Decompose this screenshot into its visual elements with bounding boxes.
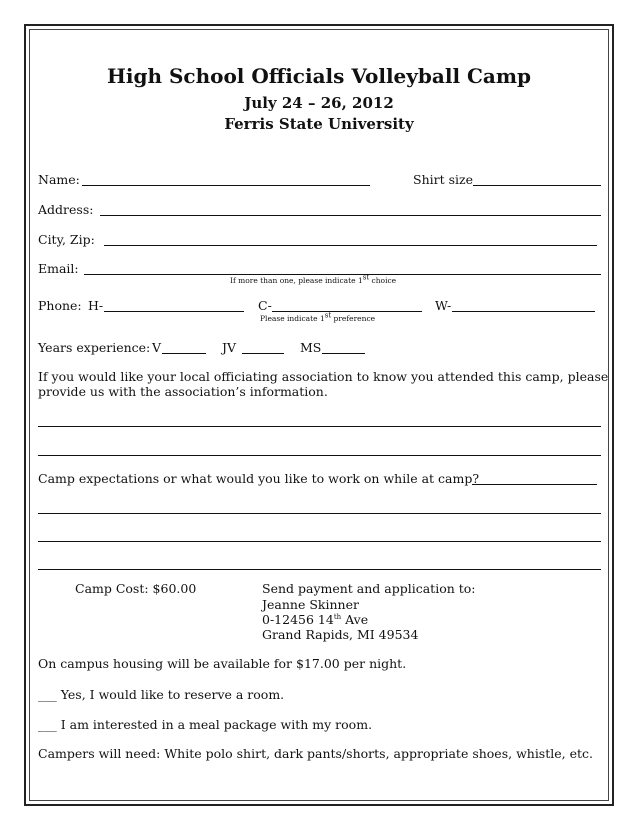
send-payment-label: Send payment and application to: xyxy=(262,581,476,596)
city-zip-field[interactable] xyxy=(104,245,597,246)
address-field[interactable] xyxy=(100,215,601,216)
phone-work-label: W- xyxy=(435,298,452,313)
years-varsity-label: V xyxy=(152,340,162,355)
shirt-size-label: Shirt size xyxy=(413,172,473,187)
housing-info: On campus housing will be available for $17.00 per night. xyxy=(38,656,407,671)
expectations-field-3[interactable] xyxy=(38,569,601,570)
phone-label: Phone: xyxy=(38,298,82,313)
camp-dates: July 24 – 26, 2012 xyxy=(244,94,394,112)
expectations-prompt: Camp expectations or what would you like to work on while at camp? xyxy=(38,471,480,486)
expectations-field-2[interactable] xyxy=(38,541,601,542)
phone-note: Please indicate 1st preference xyxy=(260,311,376,323)
years-ms-field[interactable] xyxy=(322,353,365,354)
form-title: High School Officials Volleyball Camp xyxy=(106,64,532,88)
payment-recipient: Jeanne Skinner xyxy=(262,597,359,612)
address-label: Address: xyxy=(38,202,94,217)
phone-home-field[interactable] xyxy=(104,311,244,312)
shirt-size-field[interactable] xyxy=(473,185,601,186)
email-field[interactable] xyxy=(84,274,601,275)
years-ms-label: MS xyxy=(300,340,322,355)
city-zip-label: City, Zip: xyxy=(38,232,95,247)
phone-work-field[interactable] xyxy=(452,311,595,312)
reserve-room-blank[interactable]: ___ xyxy=(38,687,57,702)
association-field-2[interactable] xyxy=(38,455,601,456)
association-field-1[interactable] xyxy=(38,426,601,427)
phone-cell-field[interactable] xyxy=(272,311,422,312)
years-jv-field[interactable] xyxy=(242,353,284,354)
camp-location: Ferris State University xyxy=(224,115,414,133)
expectations-field-inline[interactable] xyxy=(472,484,597,485)
name-label: Name: xyxy=(38,172,80,187)
email-label: Email: xyxy=(38,261,79,276)
page-border-inner xyxy=(29,29,609,801)
years-jv-label: JV xyxy=(222,340,237,355)
years-experience-label: Years experience: xyxy=(38,340,151,355)
phone-cell-label: C- xyxy=(258,298,272,313)
name-field[interactable] xyxy=(82,185,370,186)
association-prompt-line2: provide us with the association’s information. xyxy=(38,384,328,399)
email-note: If more than one, please indicate 1st choice xyxy=(230,273,397,285)
camp-cost: Camp Cost: $60.00 xyxy=(75,581,197,596)
camper-requirements: Campers will need: White polo shirt, dark pants/shorts, appropriate shoes, whistle, etc. xyxy=(38,746,593,761)
years-varsity-field[interactable] xyxy=(162,353,206,354)
expectations-field-1[interactable] xyxy=(38,513,601,514)
payment-street: 0-12456 14th Ave xyxy=(262,612,369,627)
association-prompt-line1: If you would like your local officiating association to know you attended this camp, please xyxy=(38,369,609,384)
reserve-room-option: ___ Yes, I would like to reserve a room. xyxy=(38,687,285,702)
meal-package-blank[interactable]: ___ xyxy=(38,717,57,732)
meal-package-option: ___ I am interested in a meal package with my room. xyxy=(38,717,373,732)
payment-city: Grand Rapids, MI 49534 xyxy=(262,627,419,642)
phone-home-label: H- xyxy=(88,298,104,313)
